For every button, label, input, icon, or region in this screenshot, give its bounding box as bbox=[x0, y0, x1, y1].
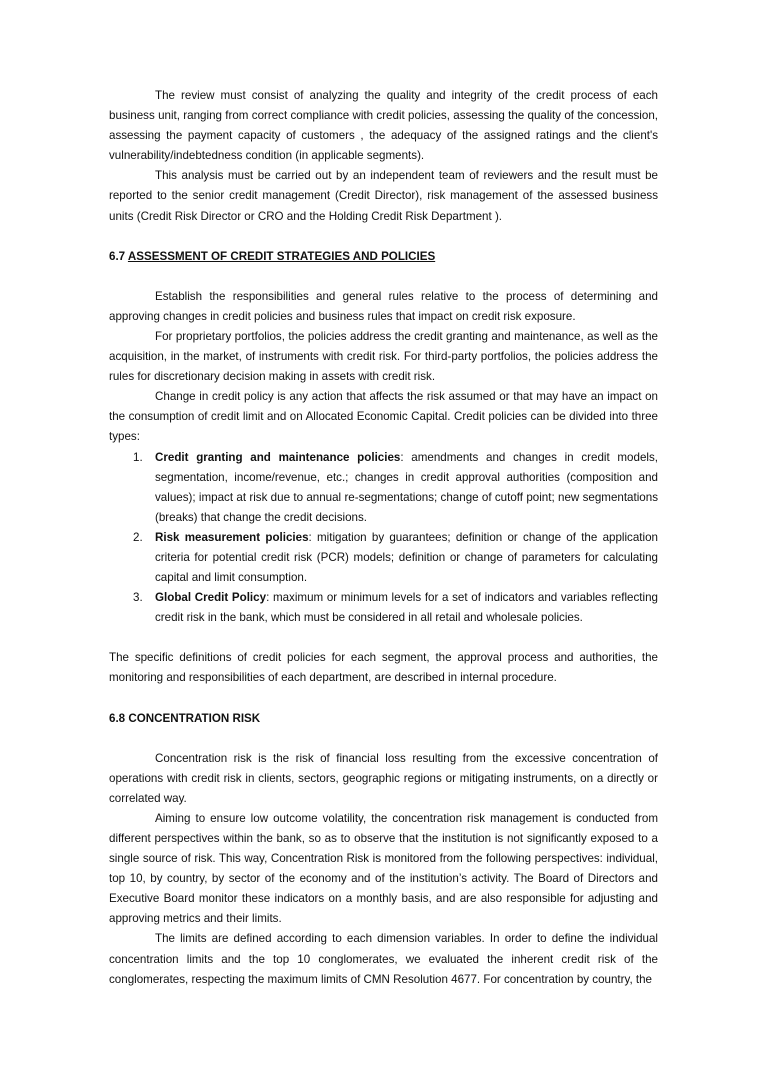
section-6-7-title: ASSESSMENT OF CREDIT STRATEGIES AND POLICIES bbox=[127, 249, 436, 263]
section-6-7-paragraph-2: For proprietary portfolios, the policies address the credit granting and maintenance, as well as the acquisition, in the market, of instruments with credit risk. For third-party portfolios, the policies address the rules for discretionary decision making in assets with credit risk. bbox=[109, 329, 658, 384]
intro-paragraph-2: This analysis must be carried out by an independent team of reviewers and the result must be reported to the senior credit management (Credit Director), risk management of the assessed business units (Credit Risk Director or CRO and the Holding Credit Risk Department ). bbox=[109, 169, 658, 223]
section-6-7-heading bbox=[109, 247, 658, 267]
list-item-term: Credit granting and maintenance policies bbox=[155, 450, 401, 464]
list-item-text: : amendments and changes in credit models, segmentation, income/revenue, etc.; changes in credit approval authorities (composition and values); impact at risk due to annual re-segmentations; change of cutoff point; new segmentations (breaks) that change the credit decisions. bbox=[155, 450, 658, 524]
section-6-7-paragraph-3: Change in credit policy is any action that affects the risk assumed or that may have an impact on the consumption of credit limit and on Allocated Economic Capital. Credit policies can be divided into three types: bbox=[109, 390, 658, 444]
list-item-text: : mitigation by guarantees; definition or change of the application criteria for potential credit risk (PCR) models; definition or change of parameters for calculating capital and limit consumption. bbox=[155, 530, 658, 585]
list-item bbox=[109, 448, 658, 528]
policy-types-list bbox=[109, 448, 658, 629]
list-item bbox=[109, 528, 658, 588]
section-6-8-paragraph-2: Aiming to ensure low outcome volatility, the concentration risk management is conducted from different perspectives within the bank, so as to observe that the institution is not significantly exposed to a single source of risk. This way, Concentration Risk is monitored from the following perspectives: individual, top 10, by country, by sector of the economy and of the institution’s activity. The Board of Directors and Executive Board monitor these indicators on a monthly basis, and are also responsible for adjusting and approving metrics and their limits. bbox=[109, 811, 658, 926]
list-item-text: : maximum or minimum levels for a set of indicators and variables reflecting credit risk in the bank, which must be considered in all retail and wholesale policies. bbox=[155, 591, 658, 625]
list-item-term: Global Credit Policy bbox=[155, 591, 267, 605]
section-6-8-heading: 6.8 CONCENTRATION RISK bbox=[109, 711, 261, 725]
list-item-term: Risk measurement policies bbox=[155, 530, 309, 544]
section-6-8-paragraph-1: Concentration risk is the risk of financial loss resulting from the excessive concentration of operations with credit risk in clients, sectors, geographic regions or mitigating instruments, on a directly or correlated way. bbox=[109, 751, 658, 805]
section-6-7-paragraph-4: The specific definitions of credit policies for each segment, the approval process and authorities, the monitoring and responsibilities of each department, are described in internal procedure. bbox=[109, 651, 658, 685]
section-6-8-paragraph-3: The limits are defined according to each dimension variables. In order to define the individual concentration limits and the top 10 conglomerates, we evaluated the inherent credit risk of the conglomerates, respecting the maximum limits of CMN Resolution 4677. For concentration by country, the bbox=[109, 932, 658, 986]
list-item-number: 3. bbox=[133, 591, 143, 605]
list-item bbox=[109, 588, 658, 628]
section-6-7-number: 6.7 bbox=[109, 249, 126, 263]
list-item-number: 1. bbox=[133, 450, 143, 464]
list-item-number: 2. bbox=[133, 530, 143, 544]
intro-paragraph-1: The review must consist of analyzing the quality and integrity of the credit process of each business unit, ranging from correct compliance with credit policies, assessing the quality of the concession, assessing the payment capacity of customers , the adequacy of the assigned ratings and the client's vulnerability/indebtedness condition (in applicable segments). bbox=[109, 89, 658, 163]
document-page bbox=[109, 86, 658, 990]
section-6-7-paragraph-1: Establish the responsibilities and general rules relative to the process of determining and approving changes in credit policies and business rules that impact on credit risk exposure. bbox=[109, 289, 658, 323]
